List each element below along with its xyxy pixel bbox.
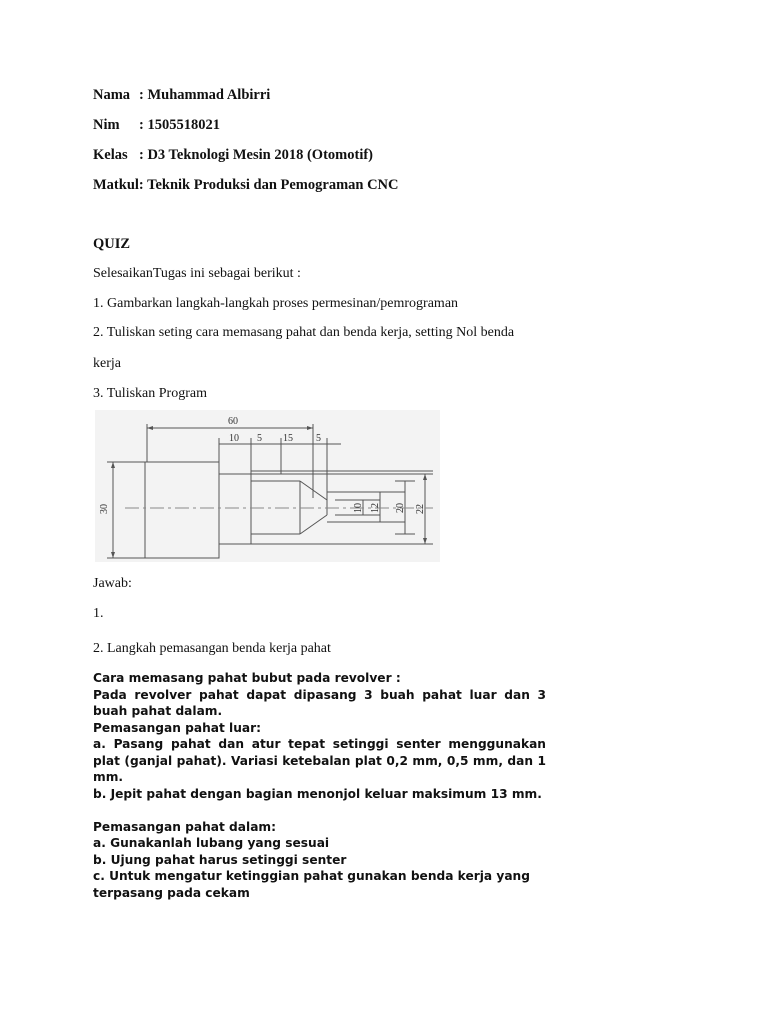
nim-value: : 1505518021 xyxy=(139,117,220,133)
nama-label: Nama xyxy=(93,87,131,103)
answer-2: 2. Langkah pemasangan benda kerja pahat xyxy=(93,641,331,656)
dim-20: 20 xyxy=(395,503,406,513)
spacer xyxy=(93,802,546,819)
dim-30: 30 xyxy=(99,504,110,514)
kelas-label: Kelas xyxy=(93,147,128,163)
matkul-label: Matkul xyxy=(93,177,139,193)
dim-5a: 5 xyxy=(257,433,262,444)
luar-item-b: b. Jepit pahat dengan bagian menonjol keluar maksimum 13 mm. xyxy=(93,786,542,801)
dim-10-vertical: 10 xyxy=(353,503,364,513)
dim-15: 15 xyxy=(283,433,293,444)
header-nama xyxy=(93,86,270,104)
answer-1: 1. xyxy=(93,606,104,621)
dalam-item-c-line-2: terpasang pada cekam xyxy=(93,885,250,900)
question-2-line-1: 2. Tuliskan seting cara memasang pahat dan benda kerja, setting Nol benda xyxy=(93,325,515,340)
small-shaft xyxy=(219,474,251,544)
quiz-intro: SelesaikanTugas ini sebagai berikut : xyxy=(93,266,301,281)
matkul-value: : Teknik Produksi dan Pemograman CNC xyxy=(138,177,399,193)
drawing-svg xyxy=(95,410,440,562)
question-3: 3. Tuliskan Program xyxy=(93,386,207,401)
dalam-item-c-line-1: c. Untuk mengatur ketinggian pahat gunakan benda kerja yang xyxy=(93,869,530,883)
question-2-line-2: kerja xyxy=(93,356,121,371)
question-1: 1. Gambarkan langkah-langkah proses permesinan/pemrograman xyxy=(93,296,459,311)
large-cylinder xyxy=(145,462,219,558)
dalam-item-a: a. Gunakanlah lubang yang sesuai xyxy=(93,836,330,850)
cara-text: Pada revolver pahat dapat dipasang 3 buah pahat luar dan 3 buah pahat dalam. xyxy=(93,687,546,718)
header-matkul xyxy=(93,176,399,194)
header-kelas xyxy=(93,146,373,164)
dim-10: 10 xyxy=(229,433,239,444)
technical-drawing xyxy=(95,410,440,562)
dim-12: 12 xyxy=(370,503,381,513)
dim-22: 22 xyxy=(415,504,426,514)
quiz-title: QUIZ xyxy=(93,236,131,252)
dalam-item-b: b. Ujung pahat harus setinggi senter xyxy=(93,852,347,867)
header-nim xyxy=(93,116,220,134)
answer-jawab: Jawab: xyxy=(93,576,132,591)
dim-5b: 5 xyxy=(316,433,321,444)
cara-title: Cara memasang pahat bubut pada revolver : xyxy=(93,671,401,685)
dim-60: 60 xyxy=(228,416,238,427)
luar-title: Pemasangan pahat luar: xyxy=(93,720,262,735)
nim-label: Nim xyxy=(93,117,120,133)
kelas-value: : D3 Teknologi Mesin 2018 (Otomotif) xyxy=(139,147,374,163)
nama-value: : Muhammad Albirri xyxy=(139,87,271,103)
dalam-title: Pemasangan pahat dalam: xyxy=(93,819,276,834)
luar-item-a: a. Pasang pahat dan atur tepat setinggi senter menggunakan plat (ganjal pahat). Variasi ketebalan plat 0,2 mm, 0,5 mm, dan 1 mm. xyxy=(93,737,546,784)
answer-block xyxy=(93,670,546,901)
